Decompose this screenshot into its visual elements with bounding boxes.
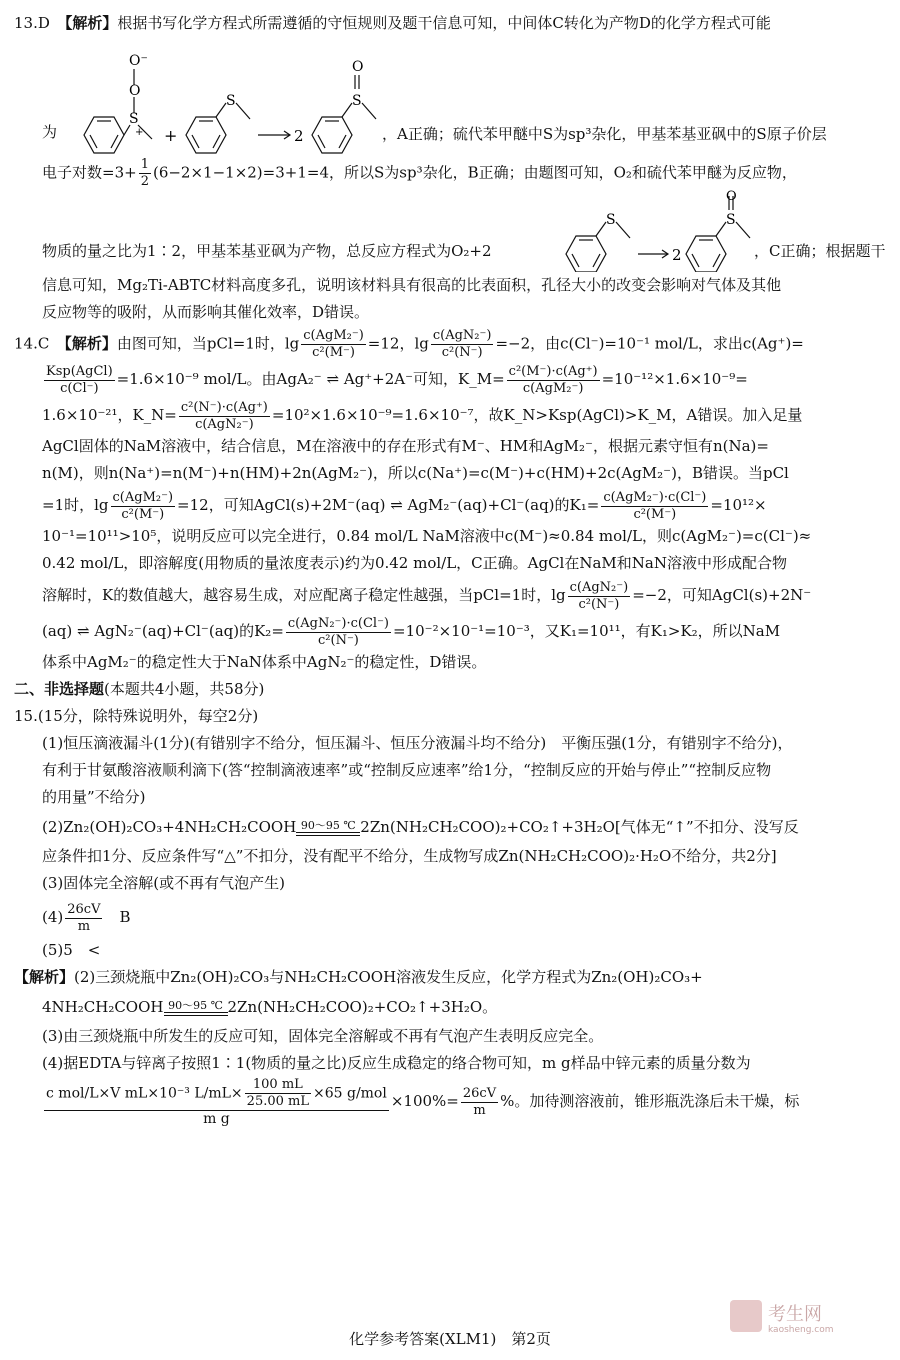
q14-line5: n(M)，则n(Na⁺)=n(M⁻)+n(HM)+2n(AgM₂⁻)，所以c(Na⁺)=c(M⁻)+c(HM)+2c(AgM₂⁻)，B错误。当pCl bbox=[42, 464, 789, 482]
q15-p2a: (2)Zn₂(OH)₂CO₃+4NH₂CH₂COOH 90～95 ℃ 2Zn(NH₂CH₂COO)₂+CO₂↑+3H₂O[气体无“↑”不扣分、没写反 bbox=[42, 818, 799, 836]
molecule-persulfoxide bbox=[84, 69, 152, 153]
q15-p3: (3)固体完全溶解(或不再有气泡产生) bbox=[42, 874, 285, 892]
svg-text:O: O bbox=[352, 59, 364, 75]
answer-page bbox=[14, 10, 886, 1127]
q15-p1b: 有利于甘氨酸溶液顺利滴下(答“控制滴液速率”或“控制反应速率”给1分，“控制反应的开始与停止”“控制反应物 bbox=[42, 761, 772, 779]
q14-line4: AgCl固体的NaM溶液中，结合信息，M在溶液中的存在形式有M⁻、HM和AgM₂⁻，根据元素守恒有n(Na)= bbox=[42, 437, 769, 455]
q14-line7: 10⁻¹=10¹¹>10⁵，说明反应可以完全进行，0.84 mol/L NaM溶液中c(M⁻)≈0.84 mol/L，则c(AgM₂⁻)=c(Cl⁻)≈ bbox=[42, 527, 812, 545]
q13-total-equation: 物质的量之比为1∶2，甲基苯基亚砜为产物，总反应方程式为O₂+2 S 2 S O ，C正确；根据题干 bbox=[14, 190, 886, 272]
watermark-logo bbox=[728, 1296, 888, 1336]
q13-line1: 13.D 【解析】根据书写化学方程式所需遵循的守恒规则及题干信息可知，中间体C转化为产物D的化学方程式可能 bbox=[14, 14, 771, 32]
q14-line2: $\frac{\text{Ksp(AgCl)}}{c(Cl^-)}$ =1.6×10⁻⁹ mol/L。由AgA₂⁻ ⇌ Ag⁺+2A⁻可知，K_M= $\frac{\text{c²(M⁻)·c(Ag⁺)}}{\text{c(AgM₂⁻)}}$ =10⁻¹²×1.6×10⁻⁹= bbox=[46, 363, 748, 396]
svg-text:O: O bbox=[129, 83, 141, 99]
q13-line2-tail: ，A正确；硫代苯甲醚中S为sp³杂化，甲基苯基亚砜中的S原子价层 bbox=[382, 125, 827, 143]
q14-line10: (aq) ⇌ AgN₂⁻(aq)+Cl⁻(aq)的K₂= $\frac{\text{c(AgN₂⁻)·c(Cl⁻)}}{\text{c²(N⁻)}}$ =10⁻²×10⁻¹=10⁻³，又K₁=10¹¹，有K₁>K₂，所以NaM bbox=[42, 615, 781, 648]
svg-text:+: + bbox=[164, 126, 178, 145]
molecule-sulfoxide-2 bbox=[686, 196, 750, 272]
q13-line5: 信息可知，Mg₂Ti-ABTC材料高度多孔，说明该材料具有很高的比表面积，孔径大小的改变会影响对气体及其他 bbox=[42, 276, 782, 294]
q15-jx2b: 4NH₂CH₂COOH 90～95 ℃ 2Zn(NH₂CH₂COO)₂+CO₂↑+3H₂O。 bbox=[42, 998, 498, 1016]
svg-text:kaosheng.com: kaosheng.com bbox=[768, 1325, 834, 1335]
svg-text:O⁻: O⁻ bbox=[129, 53, 148, 69]
svg-text:+: + bbox=[135, 127, 144, 138]
molecule-thioanisole bbox=[186, 103, 250, 153]
q13-line3: 电子对数=3+ $\frac{1}{2}$ (6−2×1−1×2)=3+1=4，所以S为sp³杂化，B正确；由题图可知，O₂和硫代苯甲醚为反应物， bbox=[42, 157, 797, 189]
q14-line9: 溶解时，K的数值越大，越容易生成，对应配离子稳定性越强，当pCl=1时，lg $\frac{\text{c(AgN₂⁻)}}{\text{c²(N⁻)}}$ =−2，可知AgCl(s)+2N⁻ bbox=[42, 579, 812, 612]
q14-line1: 14.C 【解析】由图可知，当pCl=1时，lg $\frac{\text{c(AgM₂⁻)}}{\text{c²(M⁻)}}$ =12，lg $\frac{\text{c(AgN₂⁻)}}{\text{c²(N⁻)}}$ =−2，由c(Cl⁻)=10⁻¹ mol/L，求出c(Ag⁺)= bbox=[14, 328, 804, 360]
molecule-sulfoxide bbox=[312, 75, 376, 153]
q15-jx2a: 【解析】(2)三颈烧瓶中Zn₂(OH)₂CO₃与NH₂CH₂COOH溶液发生反应，化学方程式为Zn₂(OH)₂CO₃+ bbox=[14, 968, 703, 986]
svg-text:考生网: 考生网 bbox=[768, 1304, 822, 1325]
q15-p2b: 应条件扣1分、反应条件写“△”不扣分，没有配平不给分，生成物写成Zn(NH₂CH₂COO)₂·H₂O不给分，共2分] bbox=[42, 847, 777, 865]
q15-jx4a: (4)据EDTA与锌离子按照1∶1(物质的量之比)反应生成稳定的络合物可知，m g样品中锌元素的质量分数为 bbox=[42, 1054, 751, 1072]
svg-text:2: 2 bbox=[294, 127, 304, 145]
mass-fraction-formula: c mol/L×V mL×10⁻³ L/mL× $\frac{100 mL}{25.00 mL}$ ×65 g/mol m g bbox=[46, 1077, 387, 1127]
q15-p4: (4) $\frac{26cV}{m}$ B bbox=[42, 901, 131, 934]
reaction-arrow bbox=[258, 131, 290, 139]
q15-p1a: (1)恒压滴液漏斗(1分)(有错别字不给分，恒压漏斗、恒压分液漏斗均不给分) 平衡压强(1分，有错别字不给分)， bbox=[42, 734, 793, 752]
q15-p5: (5)5 < bbox=[42, 941, 101, 959]
page-footer: 化学参考答案(XLM1) 第2页 bbox=[349, 1330, 551, 1348]
q15-head: 15.(15分，除特殊说明外，每空2分) bbox=[14, 707, 259, 725]
reaction-arrow-2 bbox=[638, 250, 668, 258]
q15-p1c: 的用量”不给分) bbox=[42, 788, 146, 806]
q14-line11: 体系中AgM₂⁻的稳定性大于NaN体系中AgN₂⁻的稳定性，D错误。 bbox=[42, 653, 487, 671]
svg-text:S: S bbox=[352, 93, 362, 109]
q14-line8: 0.42 mol/L，即溶解度(用物质的量浓度表示)约为0.42 mol/L，C正确。AgCl在NaM和NaN溶液中形成配合物 bbox=[42, 554, 787, 572]
q13-line6: 反应物等的吸附，从而影响其催化效率，D错误。 bbox=[42, 303, 370, 321]
svg-text:2: 2 bbox=[672, 246, 682, 264]
svg-text:S: S bbox=[606, 212, 616, 228]
q15-jx4b: c mol/L×V mL×10⁻³ L/mL× $\frac{100 mL}{25.00 mL}$ ×65 g/mol m g ×100%= $\frac{26cV}{m}$ %。加待测溶液前，锥形瓶洗涤后未干燥，标 bbox=[46, 1077, 800, 1127]
q14-line3: 1.6×10⁻²¹，K_N= $\frac{\text{c²(N⁻)·c(Ag⁺)}}{\text{c(AgN₂⁻)}}$ =10²×1.6×10⁻⁹=1.6×10⁻⁷，故K_N>Ksp(AgCl)>K_M，A错误。加入足量 bbox=[42, 399, 803, 432]
condition-arrow-2: 90～95 ℃ bbox=[164, 1000, 228, 1016]
logo-square-icon bbox=[730, 1300, 762, 1332]
q15-jx3: (3)由三颈烧瓶中所发生的反应可知，固体完全溶解或不再有气泡产生表明反应完全。 bbox=[42, 1027, 604, 1045]
condition-arrow: 90～95 ℃ bbox=[296, 820, 360, 836]
q13-equation-structures: 为 S + O O⁻ + S 2 S O ，A正确；硫代苯甲醚中S为sp³杂化，甲基苯基亚砜中的S原子价层 bbox=[14, 37, 886, 157]
q14-line6: =1时，lg $\frac{\text{c(AgM₂⁻)}}{\text{c²(M⁻)}}$ =12，可知AgCl(s)+2M⁻(aq) ⇌ AgM₂⁻(aq)+Cl⁻(aq)的K₁= $\frac{\text{c(AgM₂⁻)·c(Cl⁻)}}{\text{c²(M⁻)}}$ =10¹²× bbox=[42, 489, 767, 522]
molecule-thioanisole-2 bbox=[566, 222, 630, 272]
section-2-heading: 二、非选择题(本题共4小题，共58分) bbox=[14, 680, 265, 698]
svg-text:S: S bbox=[726, 212, 736, 228]
sulfur-label: S bbox=[129, 111, 139, 127]
svg-text:S: S bbox=[226, 93, 236, 109]
svg-text:O: O bbox=[726, 190, 737, 204]
